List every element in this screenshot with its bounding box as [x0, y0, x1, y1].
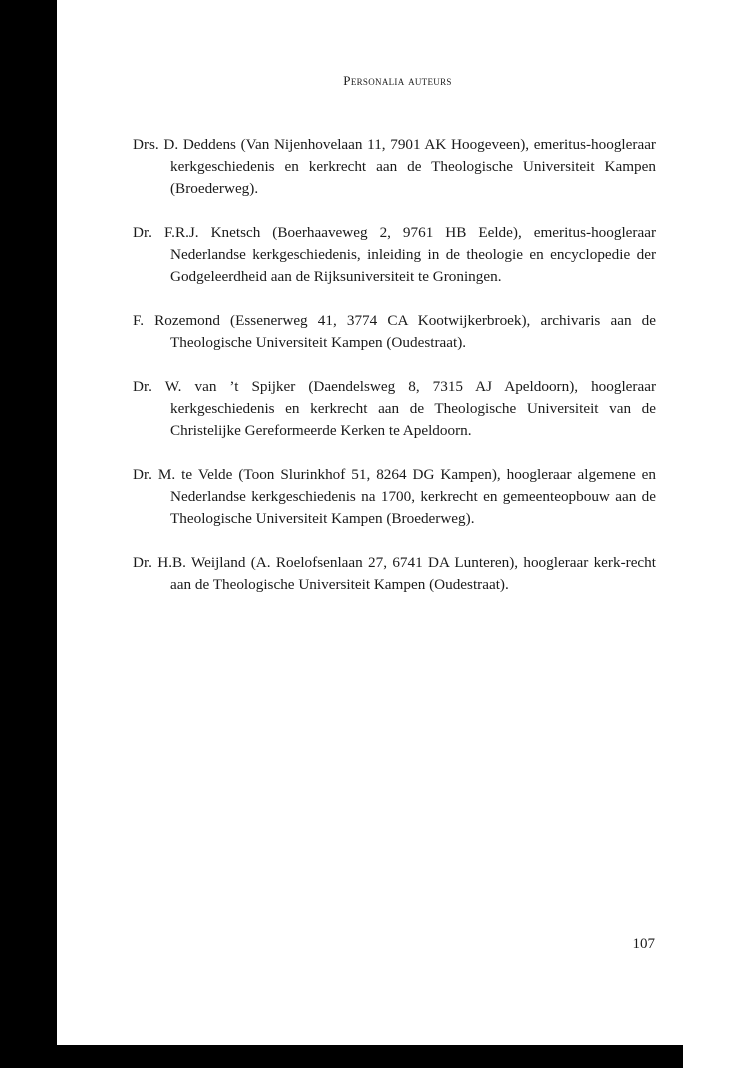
page-number: 107: [632, 936, 655, 952]
author-list: [133, 134, 656, 618]
scan-border-bottom: [0, 1045, 683, 1068]
scan-border-left: [0, 0, 57, 1068]
author-entry-rozemond: F. Rozemond (Essenerweg 41, 3774 CA Kootwijkerbroek), archivaris aan de Theologische Universiteit Kampen (Oudestraat).: [133, 312, 656, 351]
author-entry-deddens: Drs. D. Deddens (Van Nijenhovelaan 11, 7901 AK Hoogeveen), emeritus-hoogleraar kerkgeschiedenis en kerkrecht aan de Theologische Universiteit Kampen (Broederweg).: [133, 136, 656, 197]
author-entry-weijland: Dr. H.B. Weijland (A. Roelofsenlaan 27, 6741 DA Lunteren), hoogleraar kerk-recht aan de Theologische Universiteit Kampen (Oudestraat).: [133, 554, 656, 593]
author-entry-te-velde: Dr. M. te Velde (Toon Slurinkhof 51, 8264 DG Kampen), hoogleraar algemene en Nederlandse kerkgeschiedenis na 1700, kerkrecht en gemeenteopbouw aan de Theologische Universiteit Kampen (Broederweg).: [133, 466, 656, 527]
running-head: Personalia auteurs: [343, 73, 452, 88]
author-entry-van-t-spijker: Dr. W. van ’t Spijker (Daendelsweg 8, 7315 AJ Apeldoorn), hoogleraar kerkgeschiedenis en kerkrecht aan de Theologische Universiteit van de Christelijke Gereformeerde Kerken te Apeldoorn.: [133, 378, 656, 439]
author-entry-knetsch: Dr. F.R.J. Knetsch (Boerhaaveweg 2, 9761 HB Eelde), emeritus-hoogleraar Nederlandse kerkgeschiedenis, inleiding in de theologie en encyclopedie der Godgeleerdheid aan de Rijksuniversiteit te Groningen.: [133, 224, 656, 285]
document-page: [57, 0, 738, 1045]
